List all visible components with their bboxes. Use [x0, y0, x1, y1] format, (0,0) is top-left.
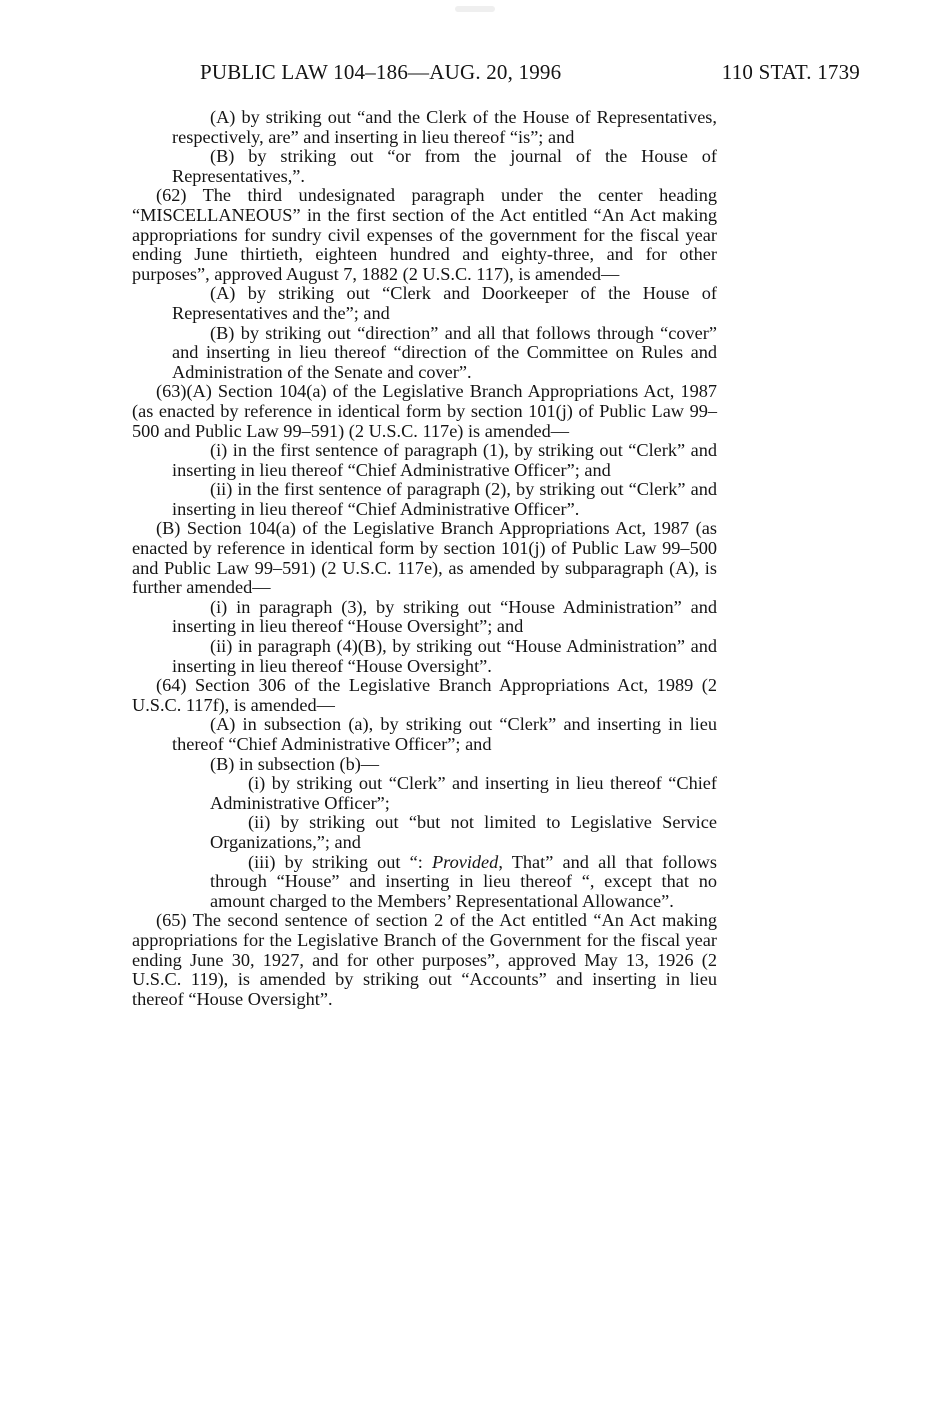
paragraph: (65) The second sentence of section 2 of the Act entitled “An Act making appropriations for the Legislative Branch of the Government for the fiscal year ending June 30, 1927, and for other purposes”, approved May 13, 1926 (2 U.S.C. 119), is amended by striking out “Accounts” and inserting in lieu thereof “House Oversight”. [132, 910, 717, 1009]
subparagraph: (A) by striking out “Clerk and Doorkeeper of the House of Representatives and the”; and [172, 283, 717, 323]
body-text [132, 108, 717, 1009]
subparagraph: (A) by striking out “and the Clerk of the House of Representatives, respectively, are” and inserting in lieu thereof “is”; and [172, 107, 717, 147]
scan-mark [455, 6, 495, 12]
running-head [200, 60, 860, 90]
clause-provided [132, 853, 717, 912]
clause: (ii) in paragraph (4)(B), by striking out “House Administration” and inserting in lieu thereof “House Oversight”. [172, 636, 717, 676]
clause: (i) by striking out “Clerk” and inserting in lieu thereof “Chief Administrative Officer”; [210, 773, 717, 813]
subparagraph: (B) by striking out “direction” and all that follows through “cover” and inserting in lieu thereof “direction of the Committee on Rules and Administration of the Senate and cover”. [172, 322, 717, 382]
subparagraph: (B) in subsection (b)— [210, 753, 380, 774]
paragraph: (B) Section 104(a) of the Legislative Branch Appropriations Act, 1987 (as enacted by reference in identical form by section 101(j) of Public Law 99–500 and Public Law 99–591) (2 U.S.C. 117e), as amended by subparagraph (A), is further amended— [132, 518, 717, 598]
subparagraph: (B) by striking out “or from the journal of the House of Representatives,”. [172, 146, 717, 186]
clause: (i) in paragraph (3), by striking out “House Administration” and inserting in lieu thereof “House Oversight”; and [172, 596, 717, 637]
clause: (ii) by striking out “but not limited to Legislative Service Organizations,”; and [210, 812, 717, 852]
paragraph: (64) Section 306 of the Legislative Branch Appropriations Act, 1989 (2 U.S.C. 117f), is amended— [132, 675, 717, 715]
header-citation: PUBLIC LAW 104–186—AUG. 20, 1996 [200, 60, 562, 84]
clause-text-italic: Provided [431, 851, 499, 872]
subparagraph: (A) in subsection (a), by striking out “Clerk” and inserting in lieu thereof “Chief Administrative Officer”; and [172, 714, 717, 754]
clause: (ii) in the first sentence of paragraph (2), by striking out “Clerk” and inserting in lieu thereof “Chief Administrative Officer”. [172, 479, 717, 519]
clause-text-after: , That” and all that follows through “House” and inserting in lieu thereof “, except that no amount charged to the Members’ Representational Allowance”. [210, 851, 717, 911]
clause-text-before: (iii) by striking out “: [248, 851, 432, 872]
paragraph: (62) The third undesignated paragraph under the center heading “MISCELLANEOUS” in the first section of the Act entitled “An Act making appropriations for sundry civil expenses of the government for the fiscal year ending June thirtieth, eighteen hundred and eighty-three, and for other purposes”, approved August 7, 1882 (2 U.S.C. 117), is amended— [132, 185, 717, 284]
paragraph: (63)(A) Section 104(a) of the Legislative Branch Appropriations Act, 1987 (as enacted by reference in identical form by section 101(j) of Public Law 99–500 and Public Law 99–591) (2 U.S.C. 117e) is amended— [132, 381, 717, 441]
header-page-number: 110 STAT. 1739 [721, 60, 860, 84]
clause: (i) in the first sentence of paragraph (1), by striking out “Clerk” and inserting in lieu thereof “Chief Administrative Officer”; and [172, 440, 717, 480]
